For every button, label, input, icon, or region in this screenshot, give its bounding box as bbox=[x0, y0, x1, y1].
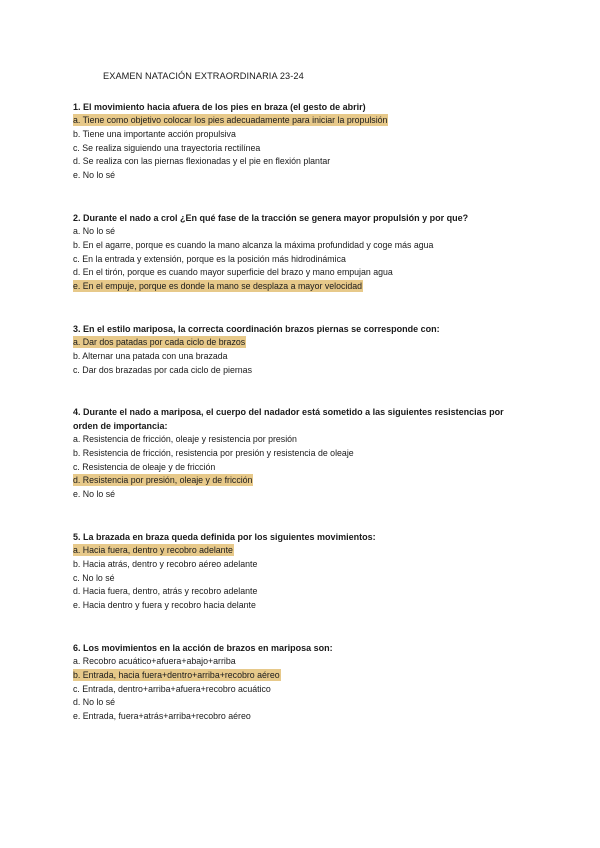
answer-option: d. Se realiza con las piernas flexionadas y el pie en flexión plantar bbox=[73, 156, 331, 167]
answer-option: e. No lo sé bbox=[73, 489, 116, 500]
question-text: 1. El movimiento hacia afuera de los pies en braza (el gesto de abrir) bbox=[73, 102, 366, 112]
answer-option: b. Resistencia de fricción, resistencia por presión y resistencia de oleaje bbox=[73, 447, 354, 458]
answer-option-highlighted: b. Entrada, hacia fuera+dentro+arriba+recobro aéreo bbox=[73, 669, 280, 680]
question-text-line-1: 4. Durante el nado a mariposa, el cuerpo del nadador está sometido a las siguientes resistencias por bbox=[73, 407, 504, 417]
answer-option: c. Entrada, dentro+arriba+afuera+recobro acuático bbox=[73, 683, 271, 694]
question-text: 2. Durante el nado a crol ¿En qué fase de la tracción se genera mayor propulsión y por que? bbox=[73, 213, 469, 223]
question-3 bbox=[73, 322, 533, 377]
answer-option-highlighted: e. En el empuje, porque es donde la mano se desplaza a mayor velocidad bbox=[73, 281, 363, 292]
answer-option: d. No lo sé bbox=[73, 697, 116, 708]
answer-option: a. Recobro acuático+afuera+abajo+arriba bbox=[73, 656, 236, 666]
answer-option: b. Alternar una patada con una brazada bbox=[73, 350, 228, 361]
answer-option: e. Entrada, fuera+atrás+arriba+recobro aéreo bbox=[73, 711, 251, 722]
answer-option: d. En el tirón, porque es cuando mayor superficie del brazo y mano empujan agua bbox=[73, 267, 393, 278]
answer-option-highlighted: a. Tiene como objetivo colocar los pies adecuadamente para iniciar la propulsión bbox=[73, 115, 388, 125]
question-text-line-2: orden de importancia: bbox=[73, 421, 168, 431]
answer-option: c. Se realiza siguiendo una trayectoria rectilínea bbox=[73, 142, 261, 153]
question-4 bbox=[73, 405, 533, 502]
answer-option: b. Tiene una importante acción propulsiva bbox=[73, 128, 236, 139]
answer-option: d. Hacia fuera, dentro, atrás y recobro adelante bbox=[73, 586, 258, 597]
question-5 bbox=[73, 530, 533, 613]
answer-option: b. En el agarre, porque es cuando la mano alcanza la máxima profundidad y coge más agua bbox=[73, 239, 434, 250]
question-text: 5. La brazada en braza queda definida por los siguientes movimientos: bbox=[73, 532, 376, 542]
answer-option: c. En la entrada y extensión, porque es la posición más hidrodinámica bbox=[73, 253, 346, 264]
answer-option-highlighted: d. Resistencia por presión, oleaje y de fricción bbox=[73, 475, 253, 486]
answer-option: a. No lo sé bbox=[73, 226, 116, 236]
answer-option: c. No lo sé bbox=[73, 572, 115, 583]
answer-option-highlighted: a. Dar dos patadas por cada ciclo de brazos bbox=[73, 337, 246, 347]
answer-option: e. No lo sé bbox=[73, 170, 116, 181]
answer-option: e. Hacia dentro y fuera y recobro hacia delante bbox=[73, 600, 256, 611]
document-title: EXAMEN NATACIÓN EXTRAORDINARIA 23-24 bbox=[103, 71, 304, 81]
answer-option: a. Resistencia de fricción, oleaje y resistencia por presión bbox=[73, 434, 297, 444]
answer-option-highlighted: a. Hacia fuera, dentro y recobro adelante bbox=[73, 545, 233, 555]
answer-option: b. Hacia atrás, dentro y recobro aéreo adelante bbox=[73, 558, 258, 569]
question-1 bbox=[73, 100, 533, 183]
answer-option: c. Dar dos brazadas por cada ciclo de piernas bbox=[73, 364, 252, 375]
question-6 bbox=[73, 641, 533, 724]
answer-option: c. Resistencia de oleaje y de fricción bbox=[73, 461, 216, 472]
question-2 bbox=[73, 211, 533, 294]
question-text: 3. En el estilo mariposa, la correcta coordinación brazos piernas se corresponde con: bbox=[73, 324, 440, 334]
question-text: 6. Los movimientos en la acción de brazos en mariposa son: bbox=[73, 643, 333, 653]
